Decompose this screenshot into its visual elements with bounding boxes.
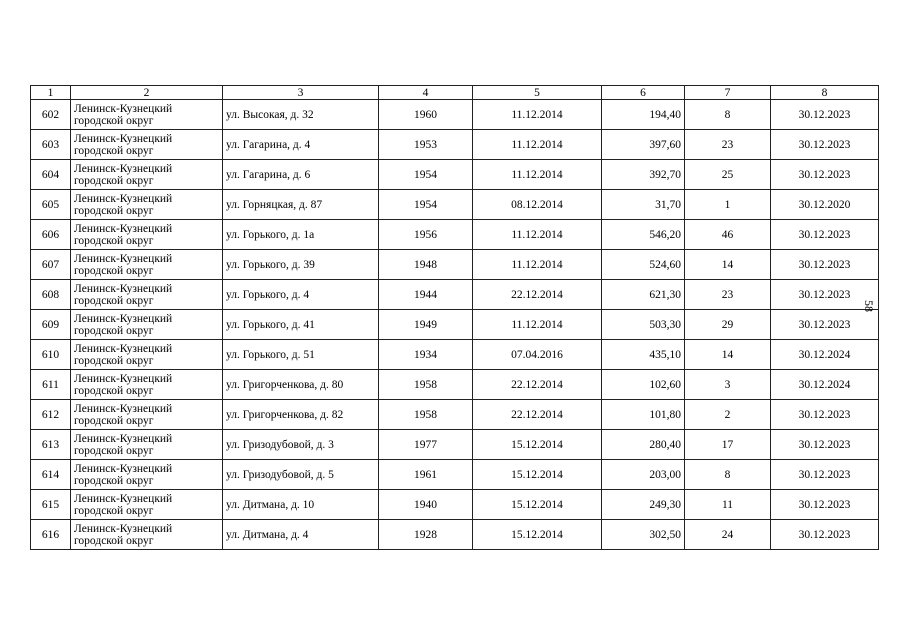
municipality-cell: [71, 370, 223, 400]
area-cell: 546,20: [602, 220, 685, 250]
row-number-cell: 616: [31, 520, 71, 550]
municipality-line: городской округ: [74, 354, 154, 367]
table-row: [31, 310, 879, 340]
table-row: [31, 250, 879, 280]
deadline-cell: 30.12.2023: [771, 100, 879, 130]
municipality-line: Ленинск-Кузнецкий: [74, 132, 173, 145]
date-cell: 11.12.2014: [473, 310, 602, 340]
count-cell: 11: [685, 490, 771, 520]
municipality-line: Ленинск-Кузнецкий: [74, 222, 173, 235]
deadline-cell: 30.12.2023: [771, 430, 879, 460]
table-row: [31, 280, 879, 310]
date-cell: 15.12.2014: [473, 460, 602, 490]
row-number-cell: 615: [31, 490, 71, 520]
address-cell: ул. Гагарина, д. 6: [223, 160, 379, 190]
row-number-cell: 603: [31, 130, 71, 160]
address-cell: ул. Высокая, д. 32: [223, 100, 379, 130]
column-header-5: 5: [473, 86, 602, 100]
deadline-cell: 30.12.2023: [771, 130, 879, 160]
municipality-line: городской округ: [74, 174, 154, 187]
municipality-line: Ленинск-Кузнецкий: [74, 252, 173, 265]
municipality-line: Ленинск-Кузнецкий: [74, 432, 173, 445]
municipality-line: городской округ: [74, 384, 154, 397]
row-number-cell: 605: [31, 190, 71, 220]
area-cell: 397,60: [602, 130, 685, 160]
municipality-line: городской округ: [74, 504, 154, 517]
table-row: [31, 520, 879, 550]
municipality-cell: [71, 400, 223, 430]
municipality-line: Ленинск-Кузнецкий: [74, 492, 173, 505]
deadline-cell: 30.12.2023: [771, 400, 879, 430]
table-row: [31, 370, 879, 400]
municipality-line: городской округ: [74, 324, 154, 337]
municipality-line: Ленинск-Кузнецкий: [74, 162, 173, 175]
municipality-line: Ленинск-Кузнецкий: [74, 402, 173, 415]
address-cell: ул. Горького, д. 39: [223, 250, 379, 280]
area-cell: 524,60: [602, 250, 685, 280]
municipality-line: городской округ: [74, 234, 154, 247]
column-header-1: 1: [31, 86, 71, 100]
municipality-cell: [71, 280, 223, 310]
row-number-cell: 614: [31, 460, 71, 490]
column-header-8: 8: [771, 86, 879, 100]
deadline-cell: 30.12.2023: [771, 250, 879, 280]
count-cell: 46: [685, 220, 771, 250]
year-cell: 1934: [379, 340, 473, 370]
row-number-cell: 602: [31, 100, 71, 130]
area-cell: 249,30: [602, 490, 685, 520]
count-cell: 3: [685, 370, 771, 400]
address-cell: ул. Дитмана, д. 10: [223, 490, 379, 520]
year-cell: 1954: [379, 160, 473, 190]
municipality-line: Ленинск-Кузнецкий: [74, 462, 173, 475]
date-cell: 22.12.2014: [473, 370, 602, 400]
address-cell: ул. Григорченкова, д. 80: [223, 370, 379, 400]
date-cell: 15.12.2014: [473, 490, 602, 520]
row-number-cell: 611: [31, 370, 71, 400]
row-number-cell: 613: [31, 430, 71, 460]
count-cell: 14: [685, 340, 771, 370]
year-cell: 1956: [379, 220, 473, 250]
count-cell: 2: [685, 400, 771, 430]
year-cell: 1961: [379, 460, 473, 490]
table-row: [31, 220, 879, 250]
count-cell: 14: [685, 250, 771, 280]
municipality-cell: [71, 160, 223, 190]
area-cell: 621,30: [602, 280, 685, 310]
year-cell: 1948: [379, 250, 473, 280]
address-cell: ул. Горького, д. 51: [223, 340, 379, 370]
municipality-line: городской округ: [74, 414, 154, 427]
count-cell: 25: [685, 160, 771, 190]
deadline-cell: 30.12.2023: [771, 280, 879, 310]
table-row: [31, 460, 879, 490]
count-cell: 23: [685, 130, 771, 160]
area-cell: 102,60: [602, 370, 685, 400]
page-number: 58: [862, 300, 876, 312]
municipality-cell: [71, 520, 223, 550]
table-row: [31, 400, 879, 430]
row-number-cell: 604: [31, 160, 71, 190]
count-cell: 17: [685, 430, 771, 460]
area-cell: 435,10: [602, 340, 685, 370]
year-cell: 1960: [379, 100, 473, 130]
date-cell: 11.12.2014: [473, 100, 602, 130]
address-cell: ул. Гагарина, д. 4: [223, 130, 379, 160]
municipality-line: городской округ: [74, 474, 154, 487]
date-cell: 22.12.2014: [473, 280, 602, 310]
count-cell: 8: [685, 100, 771, 130]
deadline-cell: 30.12.2024: [771, 340, 879, 370]
municipality-line: городской округ: [74, 264, 154, 277]
municipality-cell: [71, 250, 223, 280]
row-number-cell: 612: [31, 400, 71, 430]
date-cell: 11.12.2014: [473, 160, 602, 190]
municipality-line: Ленинск-Кузнецкий: [74, 522, 173, 535]
address-cell: ул. Дитмана, д. 4: [223, 520, 379, 550]
row-number-cell: 606: [31, 220, 71, 250]
area-cell: 101,80: [602, 400, 685, 430]
address-cell: ул. Горняцкая, д. 87: [223, 190, 379, 220]
count-cell: 29: [685, 310, 771, 340]
area-cell: 392,70: [602, 160, 685, 190]
municipality-cell: [71, 460, 223, 490]
date-cell: 08.12.2014: [473, 190, 602, 220]
date-cell: 22.12.2014: [473, 400, 602, 430]
table-row: [31, 340, 879, 370]
municipality-line: городской округ: [74, 294, 154, 307]
address-cell: ул. Гризодубовой, д. 5: [223, 460, 379, 490]
address-cell: ул. Горького, д. 4: [223, 280, 379, 310]
address-cell: ул. Григорченкова, д. 82: [223, 400, 379, 430]
date-cell: 11.12.2014: [473, 250, 602, 280]
municipality-cell: [71, 220, 223, 250]
area-cell: 503,30: [602, 310, 685, 340]
count-cell: 8: [685, 460, 771, 490]
year-cell: 1928: [379, 520, 473, 550]
municipality-line: Ленинск-Кузнецкий: [74, 372, 173, 385]
year-cell: 1953: [379, 130, 473, 160]
deadline-cell: 30.12.2020: [771, 190, 879, 220]
address-cell: ул. Гризодубовой, д. 3: [223, 430, 379, 460]
year-cell: 1944: [379, 280, 473, 310]
date-cell: 07.04.2016: [473, 340, 602, 370]
year-cell: 1949: [379, 310, 473, 340]
column-header-3: 3: [223, 86, 379, 100]
table-row: [31, 100, 879, 130]
table-row: [31, 160, 879, 190]
municipality-line: Ленинск-Кузнецкий: [74, 102, 173, 115]
year-cell: 1958: [379, 370, 473, 400]
municipality-line: городской округ: [74, 144, 154, 157]
area-cell: 302,50: [602, 520, 685, 550]
year-cell: 1940: [379, 490, 473, 520]
count-cell: 1: [685, 190, 771, 220]
municipality-line: Ленинск-Кузнецкий: [74, 312, 173, 325]
date-cell: 11.12.2014: [473, 220, 602, 250]
date-cell: 15.12.2014: [473, 430, 602, 460]
municipality-line: Ленинск-Кузнецкий: [74, 342, 173, 355]
count-cell: 23: [685, 280, 771, 310]
row-number-cell: 607: [31, 250, 71, 280]
deadline-cell: 30.12.2023: [771, 490, 879, 520]
municipality-line: Ленинск-Кузнецкий: [74, 282, 173, 295]
column-header-4: 4: [379, 86, 473, 100]
municipality-line: Ленинск-Кузнецкий: [74, 192, 173, 205]
municipality-cell: [71, 490, 223, 520]
area-cell: 280,40: [602, 430, 685, 460]
housing-table: [30, 85, 879, 550]
municipality-line: городской округ: [74, 114, 154, 127]
area-cell: 31,70: [602, 190, 685, 220]
row-number-cell: 610: [31, 340, 71, 370]
date-cell: 15.12.2014: [473, 520, 602, 550]
deadline-cell: 30.12.2023: [771, 220, 879, 250]
municipality-cell: [71, 430, 223, 460]
area-cell: 194,40: [602, 100, 685, 130]
municipality-line: городской округ: [74, 204, 154, 217]
municipality-cell: [71, 100, 223, 130]
column-header-6: 6: [602, 86, 685, 100]
column-header-7: 7: [685, 86, 771, 100]
year-cell: 1977: [379, 430, 473, 460]
table-row: [31, 190, 879, 220]
date-cell: 11.12.2014: [473, 130, 602, 160]
deadline-cell: 30.12.2023: [771, 520, 879, 550]
year-cell: 1958: [379, 400, 473, 430]
municipality-cell: [71, 130, 223, 160]
year-cell: 1954: [379, 190, 473, 220]
municipality-line: городской округ: [74, 534, 154, 547]
table-row: [31, 430, 879, 460]
municipality-cell: [71, 190, 223, 220]
deadline-cell: 30.12.2023: [771, 460, 879, 490]
row-number-cell: 608: [31, 280, 71, 310]
municipality-cell: [71, 340, 223, 370]
area-cell: 203,00: [602, 460, 685, 490]
column-header-2: 2: [71, 86, 223, 100]
deadline-cell: 30.12.2023: [771, 160, 879, 190]
table-row: [31, 130, 879, 160]
deadline-cell: 30.12.2024: [771, 370, 879, 400]
header-row: [31, 86, 879, 100]
table-row: [31, 490, 879, 520]
address-cell: ул. Горького, д. 1а: [223, 220, 379, 250]
municipality-line: городской округ: [74, 444, 154, 457]
count-cell: 24: [685, 520, 771, 550]
table-body: [31, 100, 879, 550]
deadline-cell: 30.12.2023: [771, 310, 879, 340]
row-number-cell: 609: [31, 310, 71, 340]
address-cell: ул. Горького, д. 41: [223, 310, 379, 340]
municipality-cell: [71, 310, 223, 340]
